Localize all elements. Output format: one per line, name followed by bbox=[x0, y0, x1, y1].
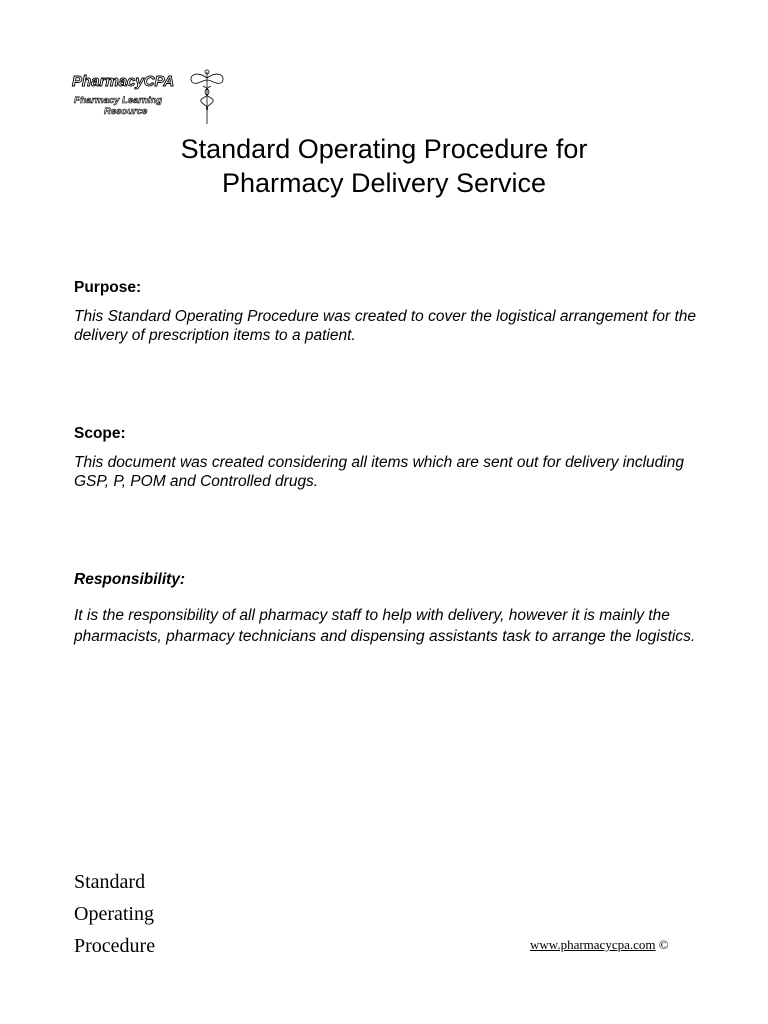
footer-sop-label bbox=[74, 866, 155, 962]
footer-sop-line-1: Standard bbox=[74, 871, 146, 893]
footer-sop-line-2: Operating bbox=[74, 903, 154, 925]
purpose-text: This Standard Operating Procedure was created to cover the logistical arrangement for the delivery of prescription items to a patient. bbox=[74, 308, 697, 344]
scope-text: This document was created considering all items which are sent out for delivery including GSP, P, POM and Controlled drugs. bbox=[74, 454, 684, 490]
caduceus-icon bbox=[191, 70, 223, 124]
scope-heading: Scope: bbox=[74, 425, 126, 442]
logo-tagline-line2: Resource bbox=[104, 106, 148, 117]
title-line-1: Standard Operating Procedure for bbox=[180, 134, 588, 164]
document-title bbox=[0, 132, 768, 200]
responsibility-heading: Responsibility: bbox=[74, 571, 186, 588]
logo-tagline-line1: Pharmacy Learning bbox=[74, 95, 163, 106]
title-line-2: Pharmacy Delivery Service bbox=[221, 168, 547, 198]
footer-website bbox=[530, 937, 669, 953]
responsibility-text: It is the responsibility of all pharmacy staff to help with delivery, however it is mainly the pharmacists, pharmacy technicians and dispensing assistants task to arrange the logistics. bbox=[74, 607, 696, 645]
purpose-heading: Purpose: bbox=[74, 279, 142, 296]
pharmacycpa-logo bbox=[70, 66, 230, 126]
footer-sop-line-3: Procedure bbox=[74, 935, 156, 957]
copyright-symbol: © bbox=[658, 937, 669, 952]
logo-brand-text: PharmacyCPA bbox=[72, 73, 175, 90]
website-link[interactable]: www.pharmacycpa.com bbox=[530, 937, 656, 952]
